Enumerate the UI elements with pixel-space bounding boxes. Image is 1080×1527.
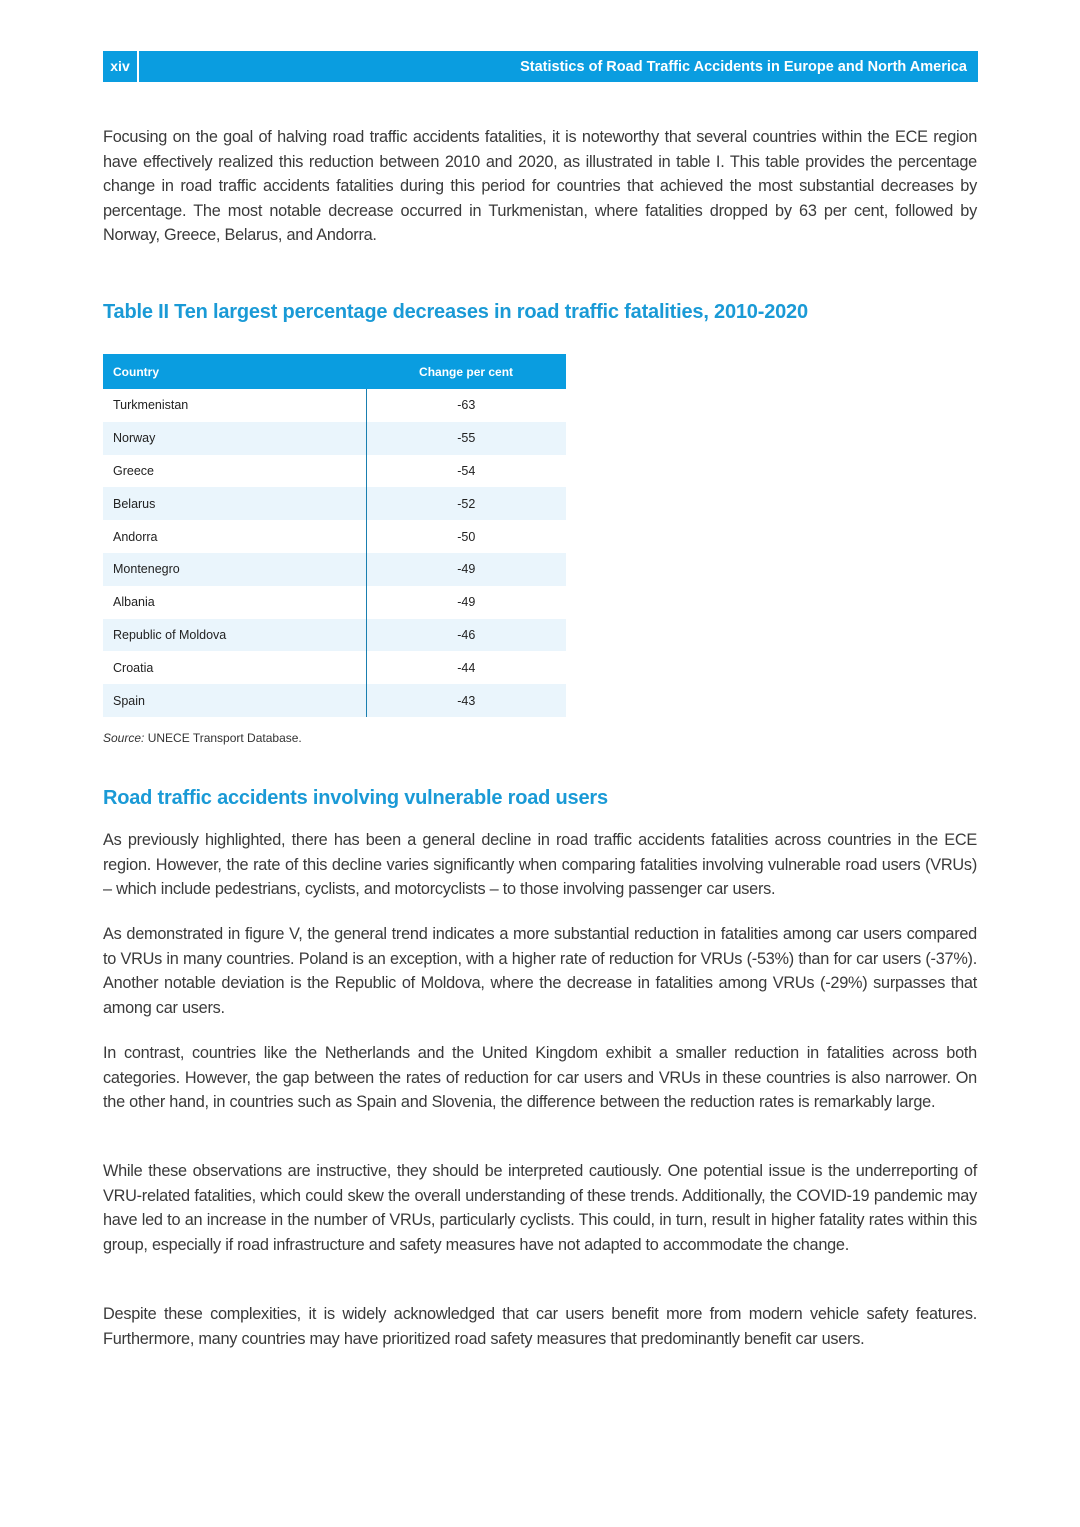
table-row — [103, 586, 566, 619]
change-cell: -63 — [366, 389, 566, 422]
change-cell: -54 — [366, 455, 566, 488]
column-header-country: Country — [103, 354, 366, 389]
body-paragraph: While these observations are instructive, they should be interpreted cautiously. One potential issue is the underreporting of VRU-related fatalities, which could skew the overall understanding of these trends. Additionally, the COVID-19 pandemic may have led to an increase in the number of VRUs, particularly cyclists. This could, in turn, result in higher fatality rates within this group, especially if road infrastructure and safety measures have not adapted to accommodate the change. — [103, 1162, 977, 1254]
change-cell: -49 — [366, 553, 566, 586]
change-cell: -55 — [366, 422, 566, 455]
change-cell: -52 — [366, 487, 566, 520]
change-cell: -49 — [366, 586, 566, 619]
source-label: Source: — [103, 731, 145, 745]
country-cell: Andorra — [113, 529, 158, 544]
table-row — [103, 651, 566, 684]
body-paragraph: As previously highlighted, there has been a general decline in road traffic accidents fatalities across countries in the ECE region. However, the rate of this decline varies significantly when comparing fatalities involving vulnerable road users (VRUs) – which include pedestrians, cyclists, and motorcyclists – to those involving passenger car users. — [103, 831, 977, 898]
table-row — [103, 487, 566, 520]
table-row — [103, 684, 566, 717]
country-cell: Belarus — [103, 487, 366, 520]
table-row — [103, 520, 566, 553]
table-row — [103, 553, 566, 586]
body-paragraph: In contrast, countries like the Netherlands and the United Kingdom exhibit a smaller reduction in fatalities across both categories. However, the gap between the rates of reduction for car users and VRUs in these countries is also narrower. On the other hand, in countries such as Spain and Slovenia, the difference between the reduction rates is remarkably large. — [103, 1044, 977, 1111]
change-cell: -44 — [366, 651, 566, 684]
source-text: UNECE Transport Database. — [144, 731, 302, 745]
table-row — [103, 619, 566, 652]
country-cell: Greece — [113, 463, 154, 478]
intro-paragraph: Focusing on the goal of halving road traffic accidents fatalities, it is noteworthy that several countries within the ECE region have effectively realized this reduction between 2010 and 2020, as illustrated in table I. This table provides the percentage change in road traffic accidents fatalities during this period for countries that achieved the most substantial decreases by percentage. The most notable decrease occurred in Turkmenistan, where fatalities dropped by 63 per cent, followed by Norway, Greece, Belarus, and Andorra. — [103, 128, 977, 244]
country-cell: Norway — [103, 422, 366, 455]
section-heading: Road traffic accidents involving vulnerable road users — [103, 787, 608, 809]
country-cell: Spain — [103, 684, 366, 717]
table-title: Table II Ten largest percentage decreases in road traffic fatalities, 2010-2020 — [103, 301, 808, 323]
change-cell: -50 — [366, 520, 566, 553]
fatalities-table — [103, 354, 566, 717]
country-cell: Albania — [113, 595, 155, 610]
country-cell: Republic of Moldova — [103, 619, 366, 652]
table-row — [103, 389, 566, 422]
running-title: Statistics of Road Traffic Accidents in Europe and North America — [520, 58, 967, 75]
change-cell: -46 — [366, 619, 566, 652]
page-number: xiv — [103, 51, 139, 82]
country-cell: Croatia — [113, 660, 154, 675]
country-cell: Turkmenistan — [113, 398, 189, 413]
change-cell: -43 — [366, 684, 566, 717]
column-header-change: Change per cent — [366, 354, 566, 389]
table-header-row — [103, 354, 566, 389]
table-source — [103, 731, 302, 745]
table-row — [103, 455, 566, 488]
running-header — [103, 51, 978, 82]
body-paragraph: As demonstrated in figure V, the general trend indicates a more substantial reduction in fatalities among car users compared to VRUs in many countries. Poland is an exception, with a higher rate of reduction for VRUs (-53%) than for car users (-37%). Another notable deviation is the Republic of Moldova, where the decrease in fatalities among VRUs (-29%) surpasses that among car users. — [103, 925, 977, 1017]
country-cell: Montenegro — [103, 553, 366, 586]
table-row — [103, 422, 566, 455]
body-paragraph: Despite these complexities, it is widely acknowledged that car users benefit more from modern vehicle safety features. Furthermore, many countries may have prioritized road safety measures that predominantly benefit car users. — [103, 1305, 977, 1348]
